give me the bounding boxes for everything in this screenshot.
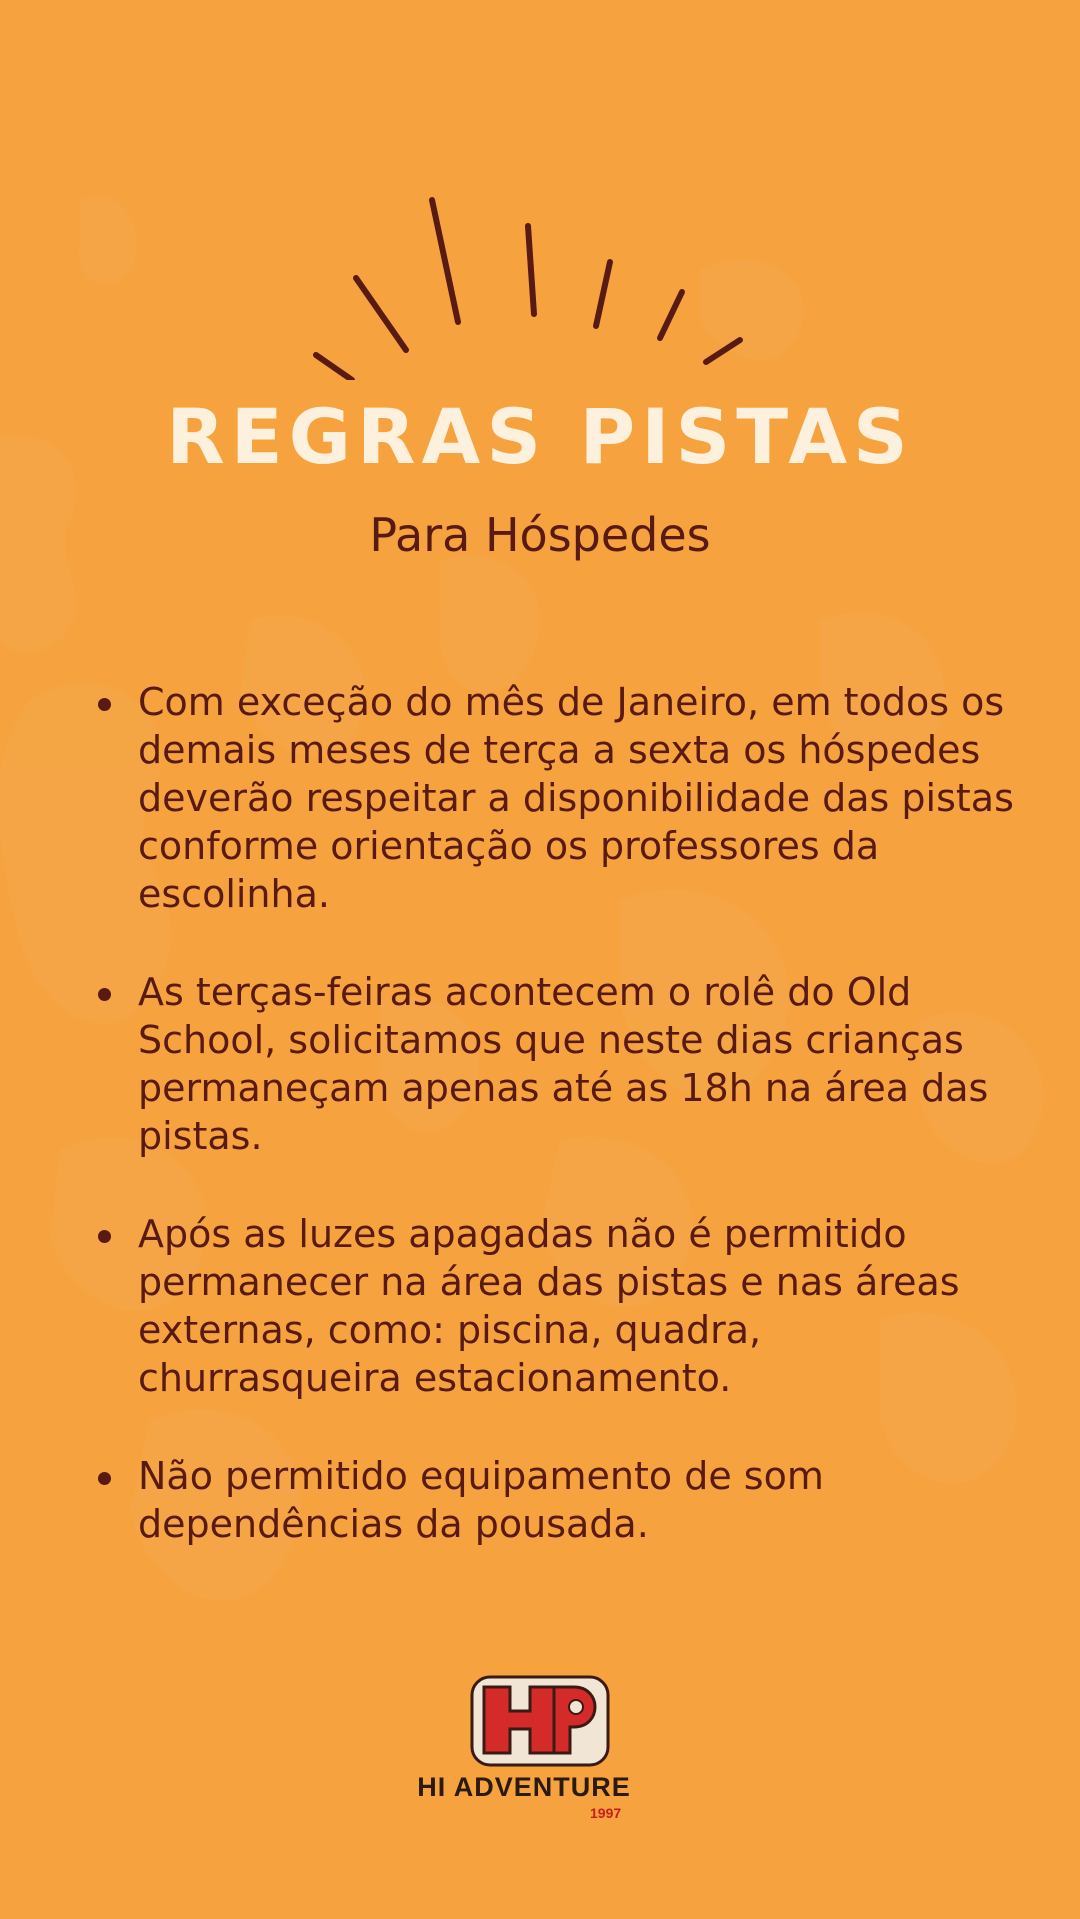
rule-text: Após as luzes apagadas não é permitido permanecer na área das pistas e nas áreas externas, como: piscina, quadra, churrasqueira estacionamento. bbox=[138, 1212, 960, 1400]
page-subtitle: Para Hóspedes bbox=[369, 508, 711, 562]
page-title: REGRAS PISTAS bbox=[166, 392, 914, 481]
list-item bbox=[98, 968, 1028, 1160]
brand-year: 1997 bbox=[590, 1805, 622, 1821]
hi-adventure-logo-icon bbox=[470, 1675, 610, 1767]
rule-text: Não permitido equipamento de som dependências da pousada. bbox=[138, 1454, 824, 1546]
rules-list bbox=[98, 678, 1028, 1598]
rule-text: Com exceção do mês de Janeiro, em todos os demais meses de terça a sexta os hóspedes deverão respeitar a disponibilidade das pistas conforme orientação os professores da escolinha. bbox=[138, 680, 1014, 916]
list-item bbox=[98, 678, 1028, 918]
bullet-icon bbox=[98, 988, 111, 1001]
brand-name: HI ADVENTURE bbox=[417, 1772, 631, 1802]
bullet-icon bbox=[98, 1230, 111, 1243]
bullet-icon bbox=[98, 698, 111, 711]
list-item bbox=[98, 1452, 1028, 1548]
sunburst-rays-icon bbox=[300, 190, 760, 380]
bullet-icon bbox=[98, 1472, 111, 1485]
list-item bbox=[98, 1210, 1028, 1402]
rule-text: As terças-feiras acontecem o rolê do Old School, solicitamos que neste dias crianças permaneçam apenas até as 18h na área das pistas. bbox=[138, 970, 989, 1158]
